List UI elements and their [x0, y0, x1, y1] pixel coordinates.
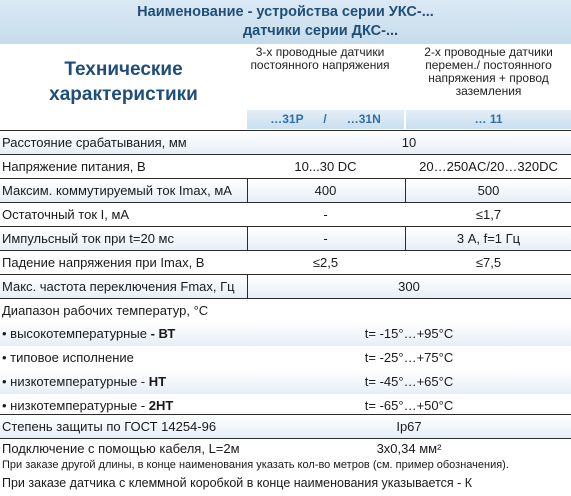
row-label: Подключение с помощью кабеля, L=2м: [2, 441, 240, 456]
row-label-code: - ВТ: [150, 326, 176, 341]
row-drop: [0, 250, 571, 275]
row-value-three-wire: 10...30 DC: [294, 159, 357, 174]
row-value: 10: [401, 135, 417, 150]
row-imax: [0, 178, 571, 203]
column-header-three-wire: 3-х проводные датчики постоянного напряжения: [250, 45, 390, 72]
row-residual: [0, 202, 571, 227]
code-bar-two-wire: … 11: [406, 110, 571, 129]
row-label: Расстояние срабатывания, мм: [2, 135, 187, 150]
row-value: 3х0,34 мм²: [376, 441, 442, 456]
row-label: Максим. коммутируемый ток Imax, мА: [2, 183, 232, 198]
row-value: t= -65°…+50°С: [364, 398, 454, 413]
row-label-text: • низкотемпературные -: [2, 374, 146, 389]
row-high-temp: [0, 322, 571, 346]
row-value-two-wire: ≤1,7: [475, 207, 502, 222]
row-label: Макс. частота переключения Fmax, Гц: [2, 279, 235, 294]
row-value: Ip67: [396, 419, 422, 434]
row-label-code: НТ: [148, 374, 167, 389]
banner-title-line1: Наименование - устройства серии УКС-...: [137, 4, 434, 20]
row-value-three-wire: 400: [314, 183, 337, 198]
header-banner: [0, 0, 571, 44]
row-label: [2, 322, 175, 346]
code-bar-three-wire: …31P / …31N: [247, 110, 404, 129]
row-cable: [0, 438, 571, 459]
row-value: t= -15°…+95°С: [364, 326, 454, 341]
row-label-text: • высокотемпературные: [2, 326, 147, 341]
row-label: [2, 370, 166, 394]
row-value-three-wire: -: [323, 207, 328, 222]
row-typical: [0, 346, 571, 370]
row-label: Диапазон рабочих температур, °С: [2, 303, 209, 318]
row-voltage: [0, 154, 571, 179]
row-label: Падение напряжения при Imax, В: [2, 255, 205, 270]
row-label: • типовое исполнение: [2, 350, 134, 365]
row-value: 300: [398, 279, 420, 294]
row-distance: [0, 130, 571, 155]
row-label: Импульсный ток при t=20 мс: [2, 231, 174, 246]
banner-title-line2: датчики серии ДКС-...: [242, 23, 399, 39]
section-title: [0, 57, 247, 107]
row-pulse: [0, 226, 571, 251]
row-freq: [0, 274, 571, 299]
row-label: Остаточный ток I, мА: [2, 207, 130, 222]
row-value: t= -45°…+65°С: [364, 374, 454, 389]
row-temp-range: [0, 298, 571, 323]
row-value-three-wire: -: [323, 231, 328, 246]
column-header-two-wire: 2-х проводные датчики перемен./ постоянного напряжения + провод заземления: [424, 45, 553, 98]
row-value-three-wire: ≤2,5: [312, 255, 339, 270]
row-value: t= -25°…+75°С: [364, 350, 454, 365]
section-title-line2: характеристики: [49, 84, 198, 105]
order-note-box: При заказе датчика с клеммной коробкой в конце наименования указывается - К: [2, 476, 473, 490]
row-value-two-wire: 20…250AC/20…320DC: [419, 159, 558, 174]
row-value-two-wire: 3 А, f=1 Гц: [456, 231, 521, 246]
row-value-two-wire: ≤7,5: [475, 255, 502, 270]
row-label-text: • низкотемпературные -: [2, 398, 146, 413]
row-protection: [0, 414, 571, 439]
row-label: Степень защиты по ГОСТ 14254-96: [2, 419, 217, 434]
order-note-length: При заказе другой длины, в конце наименования указать кол-во метров (см. пример обозначения).: [2, 459, 509, 471]
row-label-code: 2НТ: [148, 398, 174, 413]
row-value-two-wire: 500: [477, 183, 500, 198]
section-title-line1: Технические: [64, 59, 183, 80]
row-low-temp: [0, 370, 571, 394]
row-label: Напряжение питания, В: [2, 159, 146, 174]
